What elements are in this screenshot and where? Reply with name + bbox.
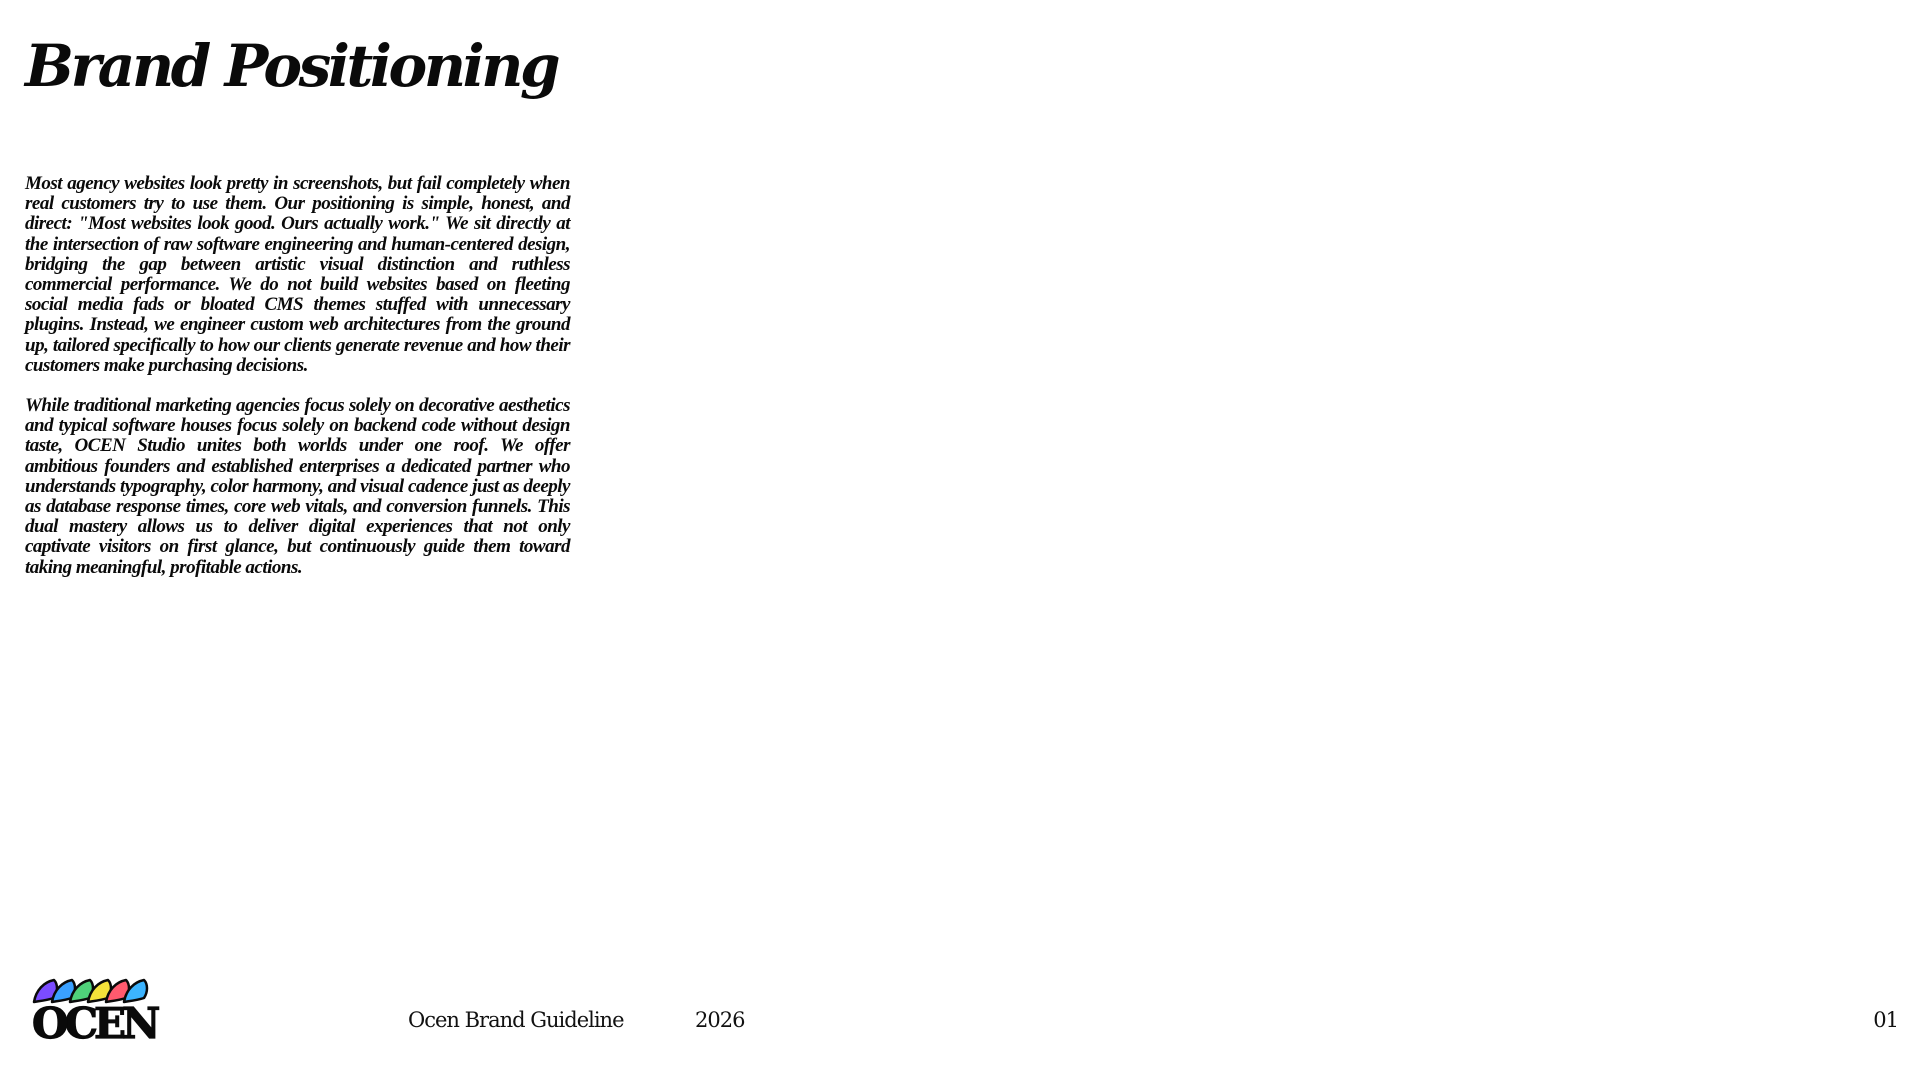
footer-brand: Ocen Brand Guideline xyxy=(408,1008,624,1032)
paragraph-positioning: Most agency websites look pretty in screenshots, but fail completely when real customers try to use them. Our positioning is simple, honest, and direct: "Most websites look good. Ours actually work." We sit directly at the intersection of raw software engineering and human-centered design, bridging the gap between artistic visual distinction and ruthless commercial performance. We do not build websites based on fleeting social media fads or bloated CMS themes stuffed with unnecessary plugins. Instead, we engineer custom web architectures from the ground up, tailored specifically to how our clients generate revenue and how their customers make purchasing decisions. xyxy=(25,173,570,376)
body-text xyxy=(25,174,570,598)
page-title: Brand Positioning xyxy=(25,32,558,100)
ocen-logo xyxy=(30,972,170,1040)
paragraph-differentiation: While traditional marketing agencies focus solely on decorative aesthetics and typical software houses focus solely on backend code without design taste, OCEN Studio unites both worlds under one roof. We offer ambitious founders and established enterprises a dedicated partner who understands typography, color harmony, and visual cadence just as deeply as database response times, core web vitals, and conversion funnels. This dual mastery allows us to deliver digital experiences that not only captivate visitors on first glance, but continuously guide them toward taking meaningful, profitable actions. xyxy=(25,395,570,578)
page-number: 01 xyxy=(1873,1008,1898,1032)
footer-year: 2026 xyxy=(695,1008,745,1032)
logo-wordmark: OCEN xyxy=(32,999,157,1040)
